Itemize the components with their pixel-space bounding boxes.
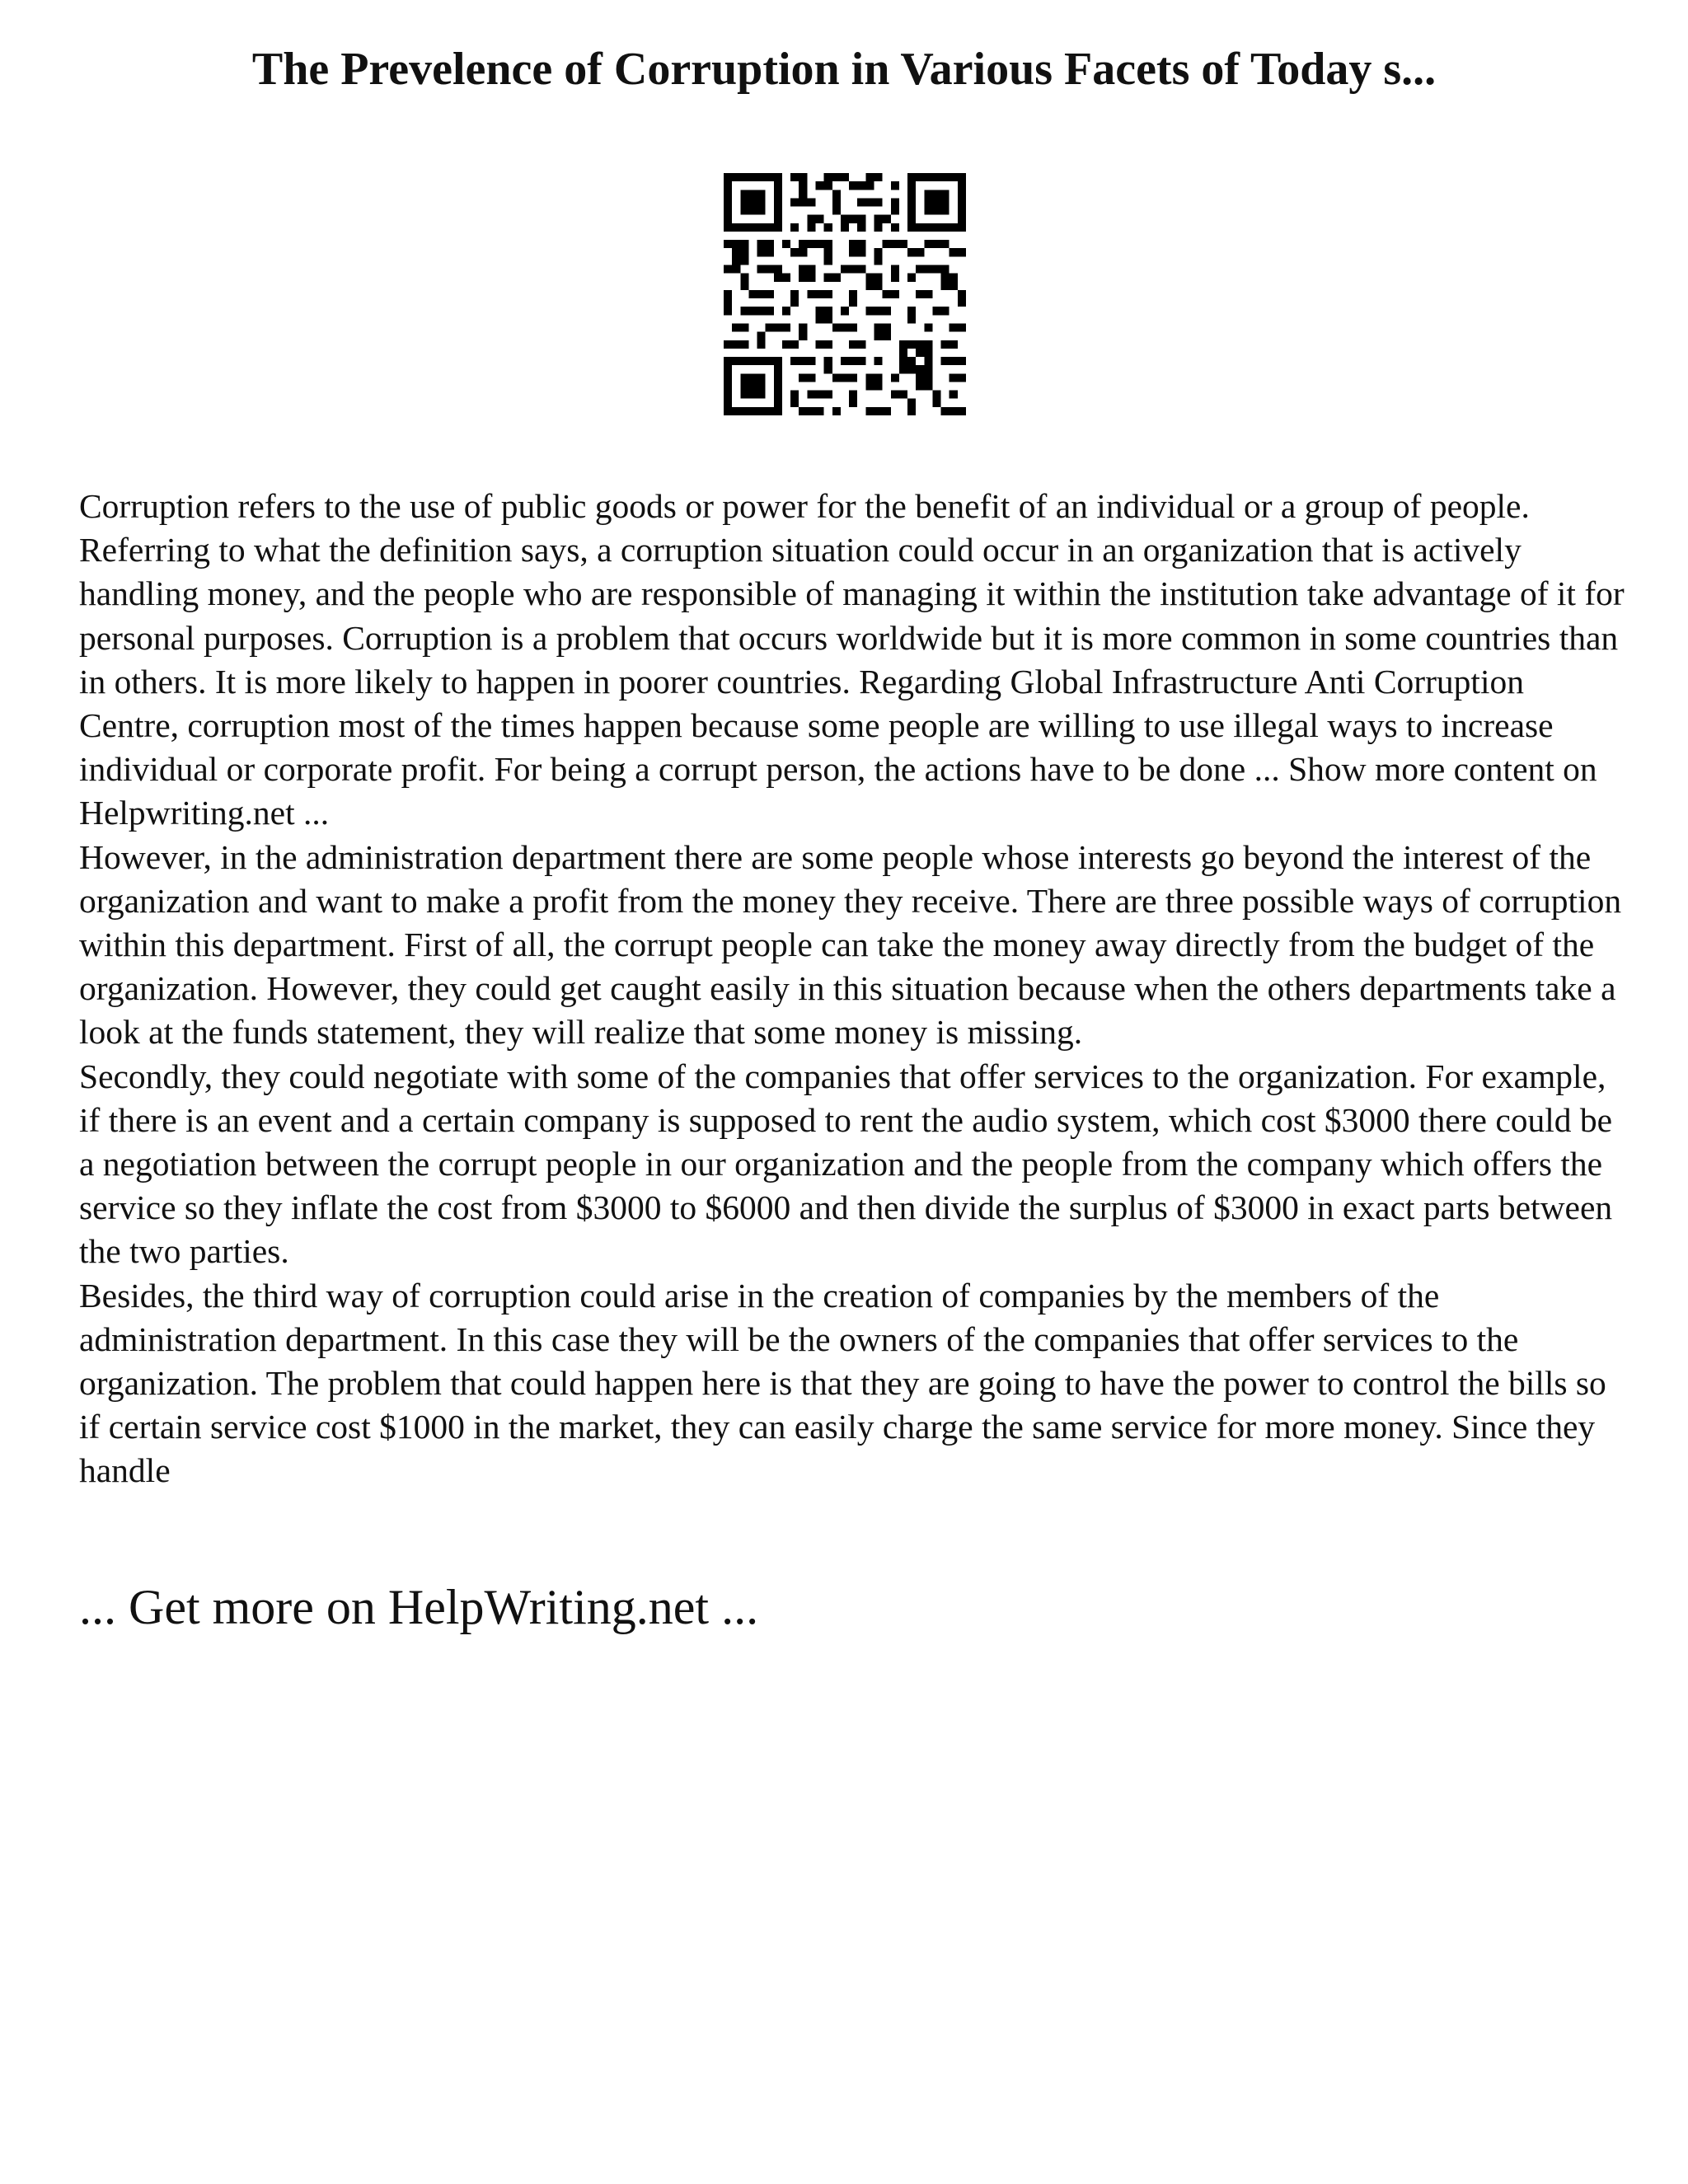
document-title: The Prevelence of Corruption in Various Facets of Today s... [251,44,1437,95]
paragraph-4: Besides, the third way of corruption could arise in the creation of companies by the members of the administration department. In this case they will be the owners of the companies that offer services to the organization. The problem that could happen here is that they are going to have the power to control the bills so if certain service cost $1000 in the market, they can easily charge the same service for more money. Since they handle [79,1276,1606,1490]
qr-code-icon [724,173,966,415]
paragraph-2: However, in the administration department there are some people whose interests go beyond the interest of the organization and want to make a profit from the money they receive. There are three possible ways of corruption within this department. First of all, the corrupt people can take the money away directly from the budget of the organization. However, they could get caught easily in this situation because when the others departments take a look at the funds statement, they will realize that some money is missing. [79,837,1622,1052]
paragraph-3: Secondly, they could negotiate with some of the companies that offer services to the organization. For example, if there is an event and a certain company is supposed to rent the audio system, which cost $3000 there could be a negotiation between the corrupt people in our organization and the people from the company which offers the service so they inflate the cost from $3000 to $6000 and then divide the surplus of $3000 in exact parts between the two parties. [79,1057,1613,1271]
get-more-link[interactable]: ... Get more on HelpWriting.net ... [79,1580,759,1634]
article-body [79,485,1629,1493]
paragraph-1: Corruption refers to the use of public goods or power for the benefit of an individual or a group of people. Referring to what the definition says, a corruption situation could occur in an organization that is actively handling money, and the people who are responsible of managing it within the institution take advantage of it for personal purposes. Corruption is a problem that occurs worldwide but it is more common in some countries than in others. It is more likely to happen in poorer countries. Regarding Global Infrastructure Anti Corruption Centre, corruption most of the times happen because some people are willing to use illegal ways to increase individual or corporate profit. For being a corrupt person, the actions have to be done ... Show more content on Helpwriting.net ... [79,487,1625,832]
